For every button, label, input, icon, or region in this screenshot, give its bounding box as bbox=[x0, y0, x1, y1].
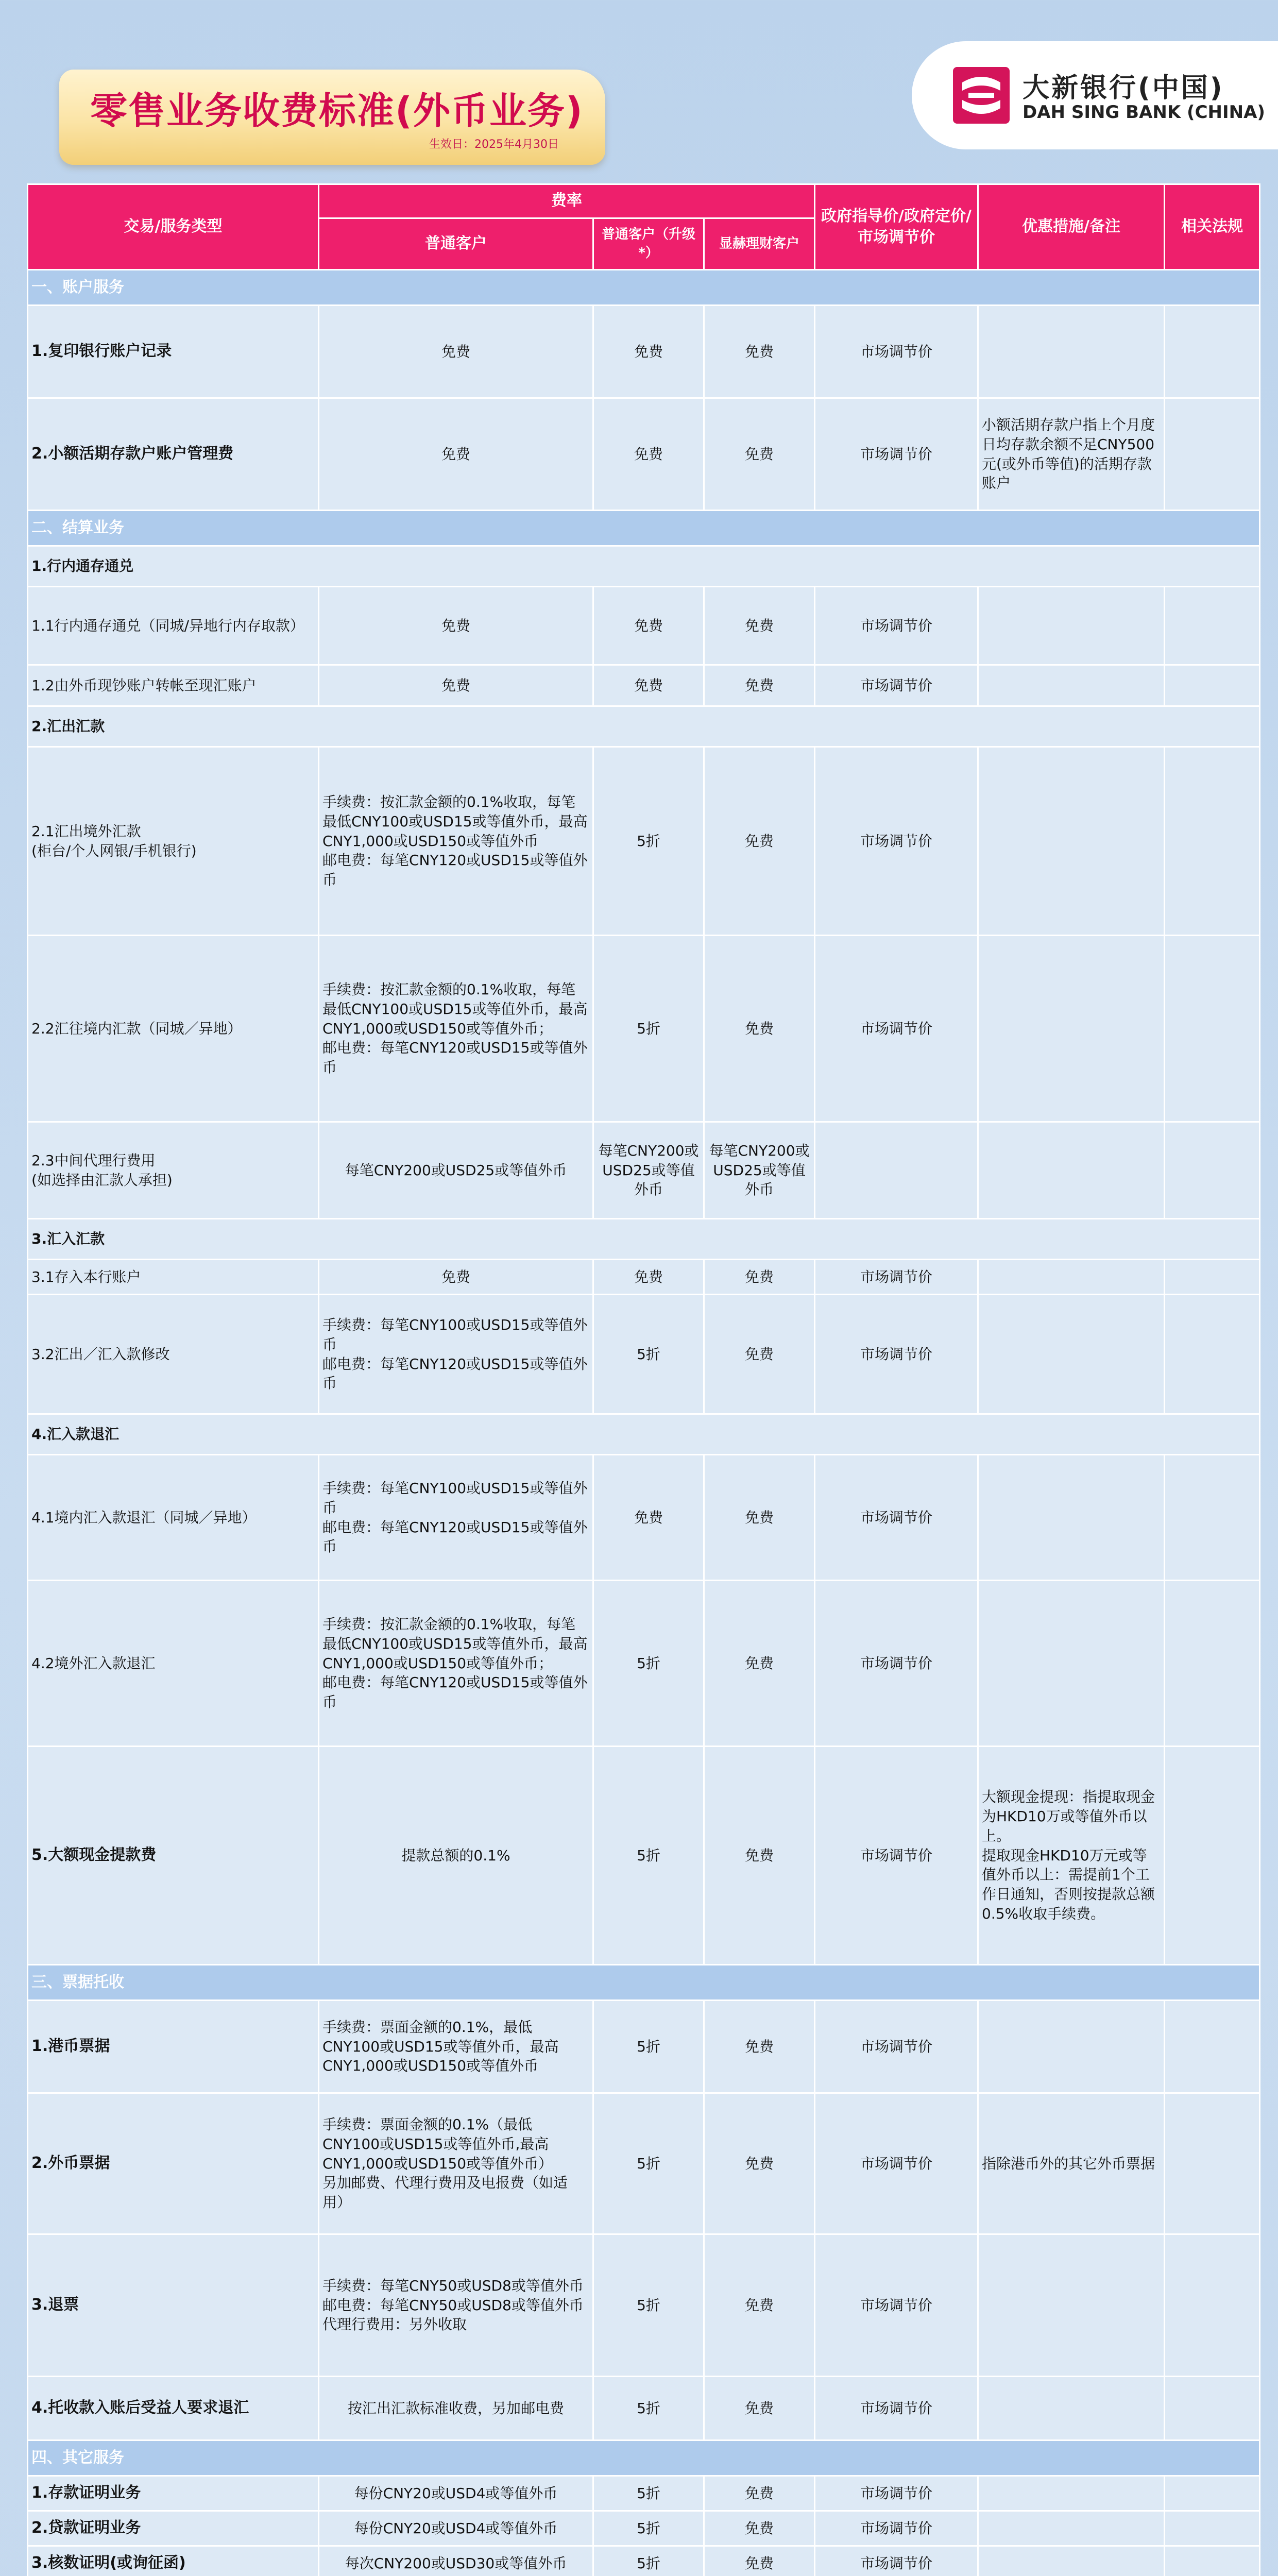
fee-upgraded: 5折 bbox=[593, 2511, 704, 2546]
title-banner bbox=[59, 70, 605, 165]
price-type: 市场调节价 bbox=[815, 936, 978, 1122]
service-name: 4.2境外汇入款退汇 bbox=[28, 1581, 319, 1747]
table-row bbox=[28, 1295, 1260, 1414]
discount-note bbox=[978, 2001, 1165, 2093]
fee-normal: 免费 bbox=[319, 306, 593, 398]
fee-wealth: 免费 bbox=[704, 1455, 815, 1581]
table-row bbox=[28, 1581, 1260, 1747]
price-type: 市场调节价 bbox=[815, 2511, 978, 2546]
service-name: 5.大额现金提款费 bbox=[28, 1747, 319, 1965]
price-type: 市场调节价 bbox=[815, 747, 978, 936]
fee-wealth: 免费 bbox=[704, 2234, 815, 2377]
header-fee: 费率 bbox=[319, 184, 815, 218]
subsection-title: 4.汇入款退汇 bbox=[28, 1414, 1260, 1455]
section-header bbox=[28, 2441, 1260, 2476]
fee-normal: 手续费：按汇款金额的0.1%收取，每笔最低CNY100或USD15或等值外币，最高CNY1,000或USD150或等值外币； 邮电费：每笔CNY120或USD15或等值外币 bbox=[319, 936, 593, 1122]
section-header bbox=[28, 511, 1260, 546]
fee-wealth: 免费 bbox=[704, 1260, 815, 1295]
fee-wealth: 免费 bbox=[704, 398, 815, 511]
regulation bbox=[1165, 1455, 1260, 1581]
service-name: 3.核数证明(或询征函) bbox=[28, 2546, 319, 2576]
fee-wealth: 免费 bbox=[704, 2546, 815, 2576]
fee-normal: 手续费：票面金额的0.1%（最低CNY100或USD15或等值外币,最高CNY1,000或USD150或等值外币） 另加邮费、代理行费用及电报费（如适用） bbox=[319, 2093, 593, 2234]
header-gov-price: 政府指导价/政府定价/市场调节价 bbox=[815, 184, 978, 270]
fee-normal: 每份CNY20或USD4或等值外币 bbox=[319, 2476, 593, 2511]
fee-upgraded: 5折 bbox=[593, 2476, 704, 2511]
discount-note bbox=[978, 2476, 1165, 2511]
fee-wealth: 免费 bbox=[704, 936, 815, 1122]
table-row bbox=[28, 2511, 1260, 2546]
price-type: 市场调节价 bbox=[815, 1260, 978, 1295]
price-type: 市场调节价 bbox=[815, 1455, 978, 1581]
price-type: 市场调节价 bbox=[815, 1581, 978, 1747]
table-row bbox=[28, 2001, 1260, 2093]
regulation bbox=[1165, 2511, 1260, 2546]
service-name: 2.3中间代理行费用 (如选择由汇款人承担) bbox=[28, 1122, 319, 1219]
fee-wealth: 免费 bbox=[704, 1747, 815, 1965]
fee-upgraded: 5折 bbox=[593, 2234, 704, 2377]
regulation bbox=[1165, 1581, 1260, 1747]
service-name: 3.2汇出／汇入款修改 bbox=[28, 1295, 319, 1414]
service-name: 1.1行内通存通兑（同城/异地行内存取款） bbox=[28, 587, 319, 665]
table-row bbox=[28, 1122, 1260, 1219]
service-name: 4.1境内汇入款退汇（同城／异地） bbox=[28, 1455, 319, 1581]
regulation bbox=[1165, 936, 1260, 1122]
fee-normal: 提款总额的0.1% bbox=[319, 1747, 593, 1965]
fee-wealth: 免费 bbox=[704, 2511, 815, 2546]
regulation bbox=[1165, 1295, 1260, 1414]
regulation bbox=[1165, 747, 1260, 936]
service-name: 2.2汇往境内汇款（同城／异地） bbox=[28, 936, 319, 1122]
discount-note bbox=[978, 1455, 1165, 1581]
table-row bbox=[28, 665, 1260, 706]
table-row bbox=[28, 2377, 1260, 2441]
fee-normal: 免费 bbox=[319, 587, 593, 665]
subsection-title: 2.汇出汇款 bbox=[28, 706, 1260, 747]
service-name: 2.外币票据 bbox=[28, 2093, 319, 2234]
section-title: 四、其它服务 bbox=[28, 2441, 1260, 2476]
table-row bbox=[28, 306, 1260, 398]
discount-note bbox=[978, 306, 1165, 398]
service-name: 2.1汇出境外汇款 (柜台/个人网银/手机银行) bbox=[28, 747, 319, 936]
discount-note bbox=[978, 2234, 1165, 2377]
service-name: 1.存款证明业务 bbox=[28, 2476, 319, 2511]
discount-note bbox=[978, 2377, 1165, 2441]
regulation bbox=[1165, 665, 1260, 706]
price-type: 市场调节价 bbox=[815, 1747, 978, 1965]
price-type: 市场调节价 bbox=[815, 2001, 978, 2093]
fee-normal: 手续费：每笔CNY100或USD15或等值外币 邮电费：每笔CNY120或USD15或等值外币 bbox=[319, 1295, 593, 1414]
section-title: 三、票据托收 bbox=[28, 1965, 1260, 2001]
subsection-row bbox=[28, 1219, 1260, 1260]
regulation bbox=[1165, 2001, 1260, 2093]
table-row bbox=[28, 587, 1260, 665]
fee-wealth: 免费 bbox=[704, 2093, 815, 2234]
discount-note bbox=[978, 1260, 1165, 1295]
price-type: 市场调节价 bbox=[815, 398, 978, 511]
discount-note bbox=[978, 665, 1165, 706]
service-name: 2.小额活期存款户账户管理费 bbox=[28, 398, 319, 511]
service-name: 1.复印银行账户记录 bbox=[28, 306, 319, 398]
table-row bbox=[28, 1260, 1260, 1295]
discount-note: 大额现金提现：指提取现金为HKD10万或等值外币以上。 提取现金HKD10万元或等值外币以上：需提前1个工作日通知，否则按提款总额0.5%收取手续费。 bbox=[978, 1747, 1165, 1965]
fee-upgraded: 每笔CNY200或USD25或等值外币 bbox=[593, 1122, 704, 1219]
subsection-row bbox=[28, 546, 1260, 587]
fee-upgraded: 5折 bbox=[593, 2093, 704, 2234]
section-header bbox=[28, 270, 1260, 306]
subsection-row bbox=[28, 1414, 1260, 1455]
bank-logo bbox=[912, 41, 1278, 149]
discount-note bbox=[978, 2511, 1165, 2546]
price-type: 市场调节价 bbox=[815, 665, 978, 706]
service-name: 1.2由外币现钞账户转帐至现汇账户 bbox=[28, 665, 319, 706]
fee-wealth: 免费 bbox=[704, 587, 815, 665]
fee-normal: 按汇出汇款标准收费，另加邮电费 bbox=[319, 2377, 593, 2441]
discount-note bbox=[978, 1581, 1165, 1747]
service-name: 3.1存入本行账户 bbox=[28, 1260, 319, 1295]
fee-upgraded: 5折 bbox=[593, 2546, 704, 2576]
fee-upgraded: 5折 bbox=[593, 2001, 704, 2093]
fee-normal: 手续费：票面金额的0.1%，最低CNY100或USD15或等值外币，最高CNY1,000或USD150或等值外币 bbox=[319, 2001, 593, 2093]
fee-wealth: 免费 bbox=[704, 1581, 815, 1747]
price-type bbox=[815, 1122, 978, 1219]
fee-wealth: 免费 bbox=[704, 1295, 815, 1414]
discount-note bbox=[978, 1122, 1165, 1219]
table-row bbox=[28, 1747, 1260, 1965]
fee-upgraded: 5折 bbox=[593, 2377, 704, 2441]
subsection-row bbox=[28, 706, 1260, 747]
fee-wealth: 免费 bbox=[704, 306, 815, 398]
price-type: 市场调节价 bbox=[815, 587, 978, 665]
fee-upgraded: 免费 bbox=[593, 665, 704, 706]
price-type: 市场调节价 bbox=[815, 2377, 978, 2441]
logo-chinese-name: 大新银行(中国) bbox=[1023, 73, 1224, 104]
discount-note: 指除港币外的其它外币票据 bbox=[978, 2093, 1165, 2234]
fee-normal: 手续费：按汇款金额的0.1%收取，每笔最低CNY100或USD15或等值外币，最高CNY1,000或USD150或等值外币； 邮电费：每笔CNY120或USD15或等值外币 bbox=[319, 1581, 593, 1747]
fee-upgraded: 免费 bbox=[593, 1455, 704, 1581]
fee-table bbox=[27, 183, 1260, 2576]
fee-upgraded: 5折 bbox=[593, 1747, 704, 1965]
regulation bbox=[1165, 587, 1260, 665]
header-law: 相关法规 bbox=[1165, 184, 1260, 270]
fee-wealth: 免费 bbox=[704, 2001, 815, 2093]
section-title: 一、账户服务 bbox=[28, 270, 1260, 306]
service-name: 2.贷款证明业务 bbox=[28, 2511, 319, 2546]
effective-date: 生效日：2025年4月30日 bbox=[429, 138, 559, 151]
fee-upgraded: 5折 bbox=[593, 936, 704, 1122]
table-row bbox=[28, 398, 1260, 511]
fee-normal: 每次CNY200或USD30或等值外币 bbox=[319, 2546, 593, 2576]
service-name: 3.退票 bbox=[28, 2234, 319, 2377]
header-normal: 普通客户 bbox=[319, 218, 593, 270]
table-row bbox=[28, 2546, 1260, 2576]
dah-sing-logo-icon bbox=[953, 67, 1010, 124]
regulation bbox=[1165, 2234, 1260, 2377]
table-row bbox=[28, 2093, 1260, 2234]
fee-wealth: 免费 bbox=[704, 665, 815, 706]
fee-normal: 手续费：每笔CNY50或USD8或等值外币 邮电费：每笔CNY50或USD8或等值外币 代理行费用：另外收取 bbox=[319, 2234, 593, 2377]
regulation bbox=[1165, 2476, 1260, 2511]
fee-wealth: 免费 bbox=[704, 2476, 815, 2511]
fee-upgraded: 免费 bbox=[593, 1260, 704, 1295]
table-row bbox=[28, 2476, 1260, 2511]
fee-wealth: 免费 bbox=[704, 2377, 815, 2441]
header-type: 交易/服务类型 bbox=[28, 184, 319, 270]
fee-normal: 免费 bbox=[319, 665, 593, 706]
table-row bbox=[28, 747, 1260, 936]
price-type: 市场调节价 bbox=[815, 2093, 978, 2234]
price-type: 市场调节价 bbox=[815, 1295, 978, 1414]
regulation bbox=[1165, 398, 1260, 511]
regulation bbox=[1165, 1260, 1260, 1295]
price-type: 市场调节价 bbox=[815, 2546, 978, 2576]
fee-normal: 免费 bbox=[319, 398, 593, 511]
service-name: 4.托收款入账后受益人要求退汇 bbox=[28, 2377, 319, 2441]
header-discount: 优惠措施/备注 bbox=[978, 184, 1165, 270]
section-header bbox=[28, 1965, 1260, 2001]
fee-wealth: 免费 bbox=[704, 747, 815, 936]
fee-normal: 每份CNY20或USD4或等值外币 bbox=[319, 2511, 593, 2546]
page-title: 零售业务收费标准(外币业务) bbox=[90, 89, 584, 132]
fee-normal: 手续费：按汇款金额的0.1%收取，每笔最低CNY100或USD15或等值外币，最高CNY1,000或USD150或等值外币 邮电费：每笔CNY120或USD15或等值外币 bbox=[319, 747, 593, 936]
fee-normal: 手续费：每笔CNY100或USD15或等值外币 邮电费：每笔CNY120或USD15或等值外币 bbox=[319, 1455, 593, 1581]
service-name: 1.港币票据 bbox=[28, 2001, 319, 2093]
header-upgraded: 普通客户（升级*） bbox=[593, 218, 704, 270]
price-type: 市场调节价 bbox=[815, 2234, 978, 2377]
logo-english-name: DAH SING BANK (CHINA) bbox=[1023, 102, 1265, 123]
discount-note bbox=[978, 587, 1165, 665]
fee-upgraded: 免费 bbox=[593, 587, 704, 665]
page-header bbox=[0, 0, 1278, 180]
section-title: 二、结算业务 bbox=[28, 511, 1260, 546]
discount-note bbox=[978, 1295, 1165, 1414]
regulation bbox=[1165, 1122, 1260, 1219]
fee-upgraded: 5折 bbox=[593, 747, 704, 936]
regulation bbox=[1165, 2377, 1260, 2441]
fee-upgraded: 5折 bbox=[593, 1581, 704, 1747]
subsection-title: 3.汇入汇款 bbox=[28, 1219, 1260, 1260]
discount-note bbox=[978, 747, 1165, 936]
discount-note: 小额活期存款户指上个月度日均存款余额不足CNY500元(或外币等值)的活期存款账户 bbox=[978, 398, 1165, 511]
subsection-title: 1.行内通存通兑 bbox=[28, 546, 1260, 587]
fee-upgraded: 5折 bbox=[593, 1295, 704, 1414]
price-type: 市场调节价 bbox=[815, 2476, 978, 2511]
fee-normal: 免费 bbox=[319, 1260, 593, 1295]
fee-normal: 每笔CNY200或USD25或等值外币 bbox=[319, 1122, 593, 1219]
regulation bbox=[1165, 2546, 1260, 2576]
table-row bbox=[28, 936, 1260, 1122]
table-row bbox=[28, 2234, 1260, 2377]
table-row bbox=[28, 1455, 1260, 1581]
regulation bbox=[1165, 306, 1260, 398]
fee-upgraded: 免费 bbox=[593, 306, 704, 398]
discount-note bbox=[978, 936, 1165, 1122]
price-type: 市场调节价 bbox=[815, 306, 978, 398]
header-wealth: 显赫理财客户 bbox=[704, 218, 815, 270]
fee-upgraded: 免费 bbox=[593, 398, 704, 511]
fee-wealth: 每笔CNY200或USD25或等值外币 bbox=[704, 1122, 815, 1219]
regulation bbox=[1165, 2093, 1260, 2234]
discount-note bbox=[978, 2546, 1165, 2576]
regulation bbox=[1165, 1747, 1260, 1965]
